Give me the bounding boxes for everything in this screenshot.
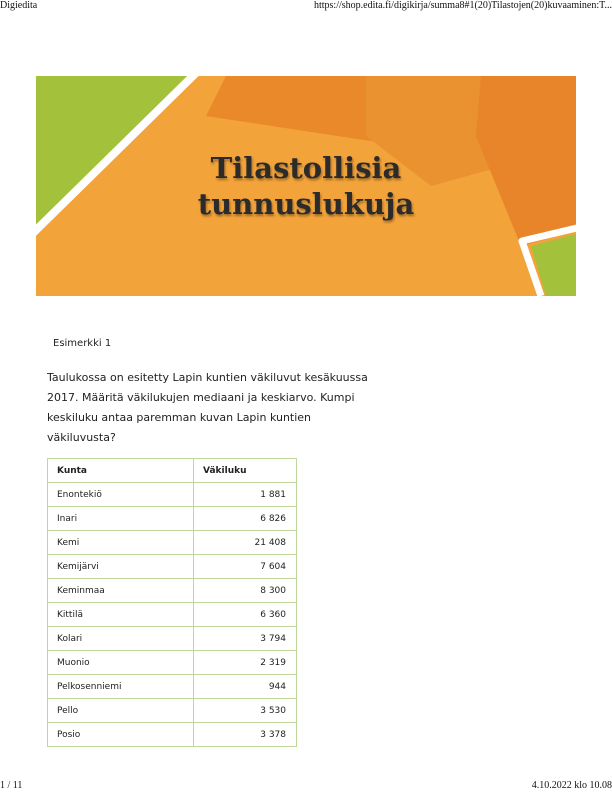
- chapter-title-line2: tunnuslukuja: [197, 187, 415, 221]
- browser-title: Digiedita: [0, 0, 38, 11]
- table-row: [48, 675, 297, 699]
- population-cell: 944: [194, 675, 297, 699]
- table-row: [48, 507, 297, 531]
- chapter-title-line1: Tilastollisia: [210, 151, 402, 185]
- table-row: [48, 531, 297, 555]
- population-cell: 6 826: [194, 507, 297, 531]
- population-cell: 6 360: [194, 603, 297, 627]
- table-row: [48, 699, 297, 723]
- municipality-cell: Kemi: [48, 531, 194, 555]
- table-row: [48, 483, 297, 507]
- population-cell: 8 300: [194, 579, 297, 603]
- table-row: [48, 627, 297, 651]
- municipality-cell: Kittilä: [48, 603, 194, 627]
- municipality-cell: Muonio: [48, 651, 194, 675]
- municipality-cell: Inari: [48, 507, 194, 531]
- page-counter: 1 / 11: [0, 780, 23, 791]
- municipality-cell: Pelkosenniemi: [48, 675, 194, 699]
- population-cell: 3 530: [194, 699, 297, 723]
- population-cell: 3 794: [194, 627, 297, 651]
- page-url[interactable]: https://shop.edita.fi/digikirja/summa8#1(20)Tilastojen(20)kuvaaminen:T...: [313, 0, 612, 11]
- population-cell: 3 378: [194, 723, 297, 747]
- municipality-cell: Pello: [48, 699, 194, 723]
- table-row: [48, 651, 297, 675]
- column-header-municipality: Kunta: [48, 459, 194, 483]
- table-row: [48, 555, 297, 579]
- municipality-cell: Keminmaa: [48, 579, 194, 603]
- population-cell: 7 604: [194, 555, 297, 579]
- population-table: [47, 458, 297, 747]
- table-row: [48, 579, 297, 603]
- table-header-row: [48, 459, 297, 483]
- chapter-title: [36, 150, 576, 222]
- population-cell: 1 881: [194, 483, 297, 507]
- example-label: Esimerkki 1: [53, 338, 112, 349]
- column-header-population: Väkiluku: [194, 459, 297, 483]
- municipality-cell: Kolari: [48, 627, 194, 651]
- table-row: [48, 723, 297, 747]
- population-cell: 2 319: [194, 651, 297, 675]
- population-cell: 21 408: [194, 531, 297, 555]
- municipality-cell: Kemijärvi: [48, 555, 194, 579]
- print-date: 4.10.2022 klo 10.08: [531, 780, 612, 791]
- example-question: Taulukossa on esitetty Lapin kuntien väkiluvut kesäkuussa 2017. Määritä väkilukujen mediaani ja keskiarvo. Kumpi keskiluku antaa paremman kuvan Lapin kuntien väkiluvusta?: [47, 371, 368, 444]
- municipality-cell: Posio: [48, 723, 194, 747]
- chapter-banner: [36, 76, 576, 296]
- table-row: [48, 603, 297, 627]
- municipality-cell: Enontekiö: [48, 483, 194, 507]
